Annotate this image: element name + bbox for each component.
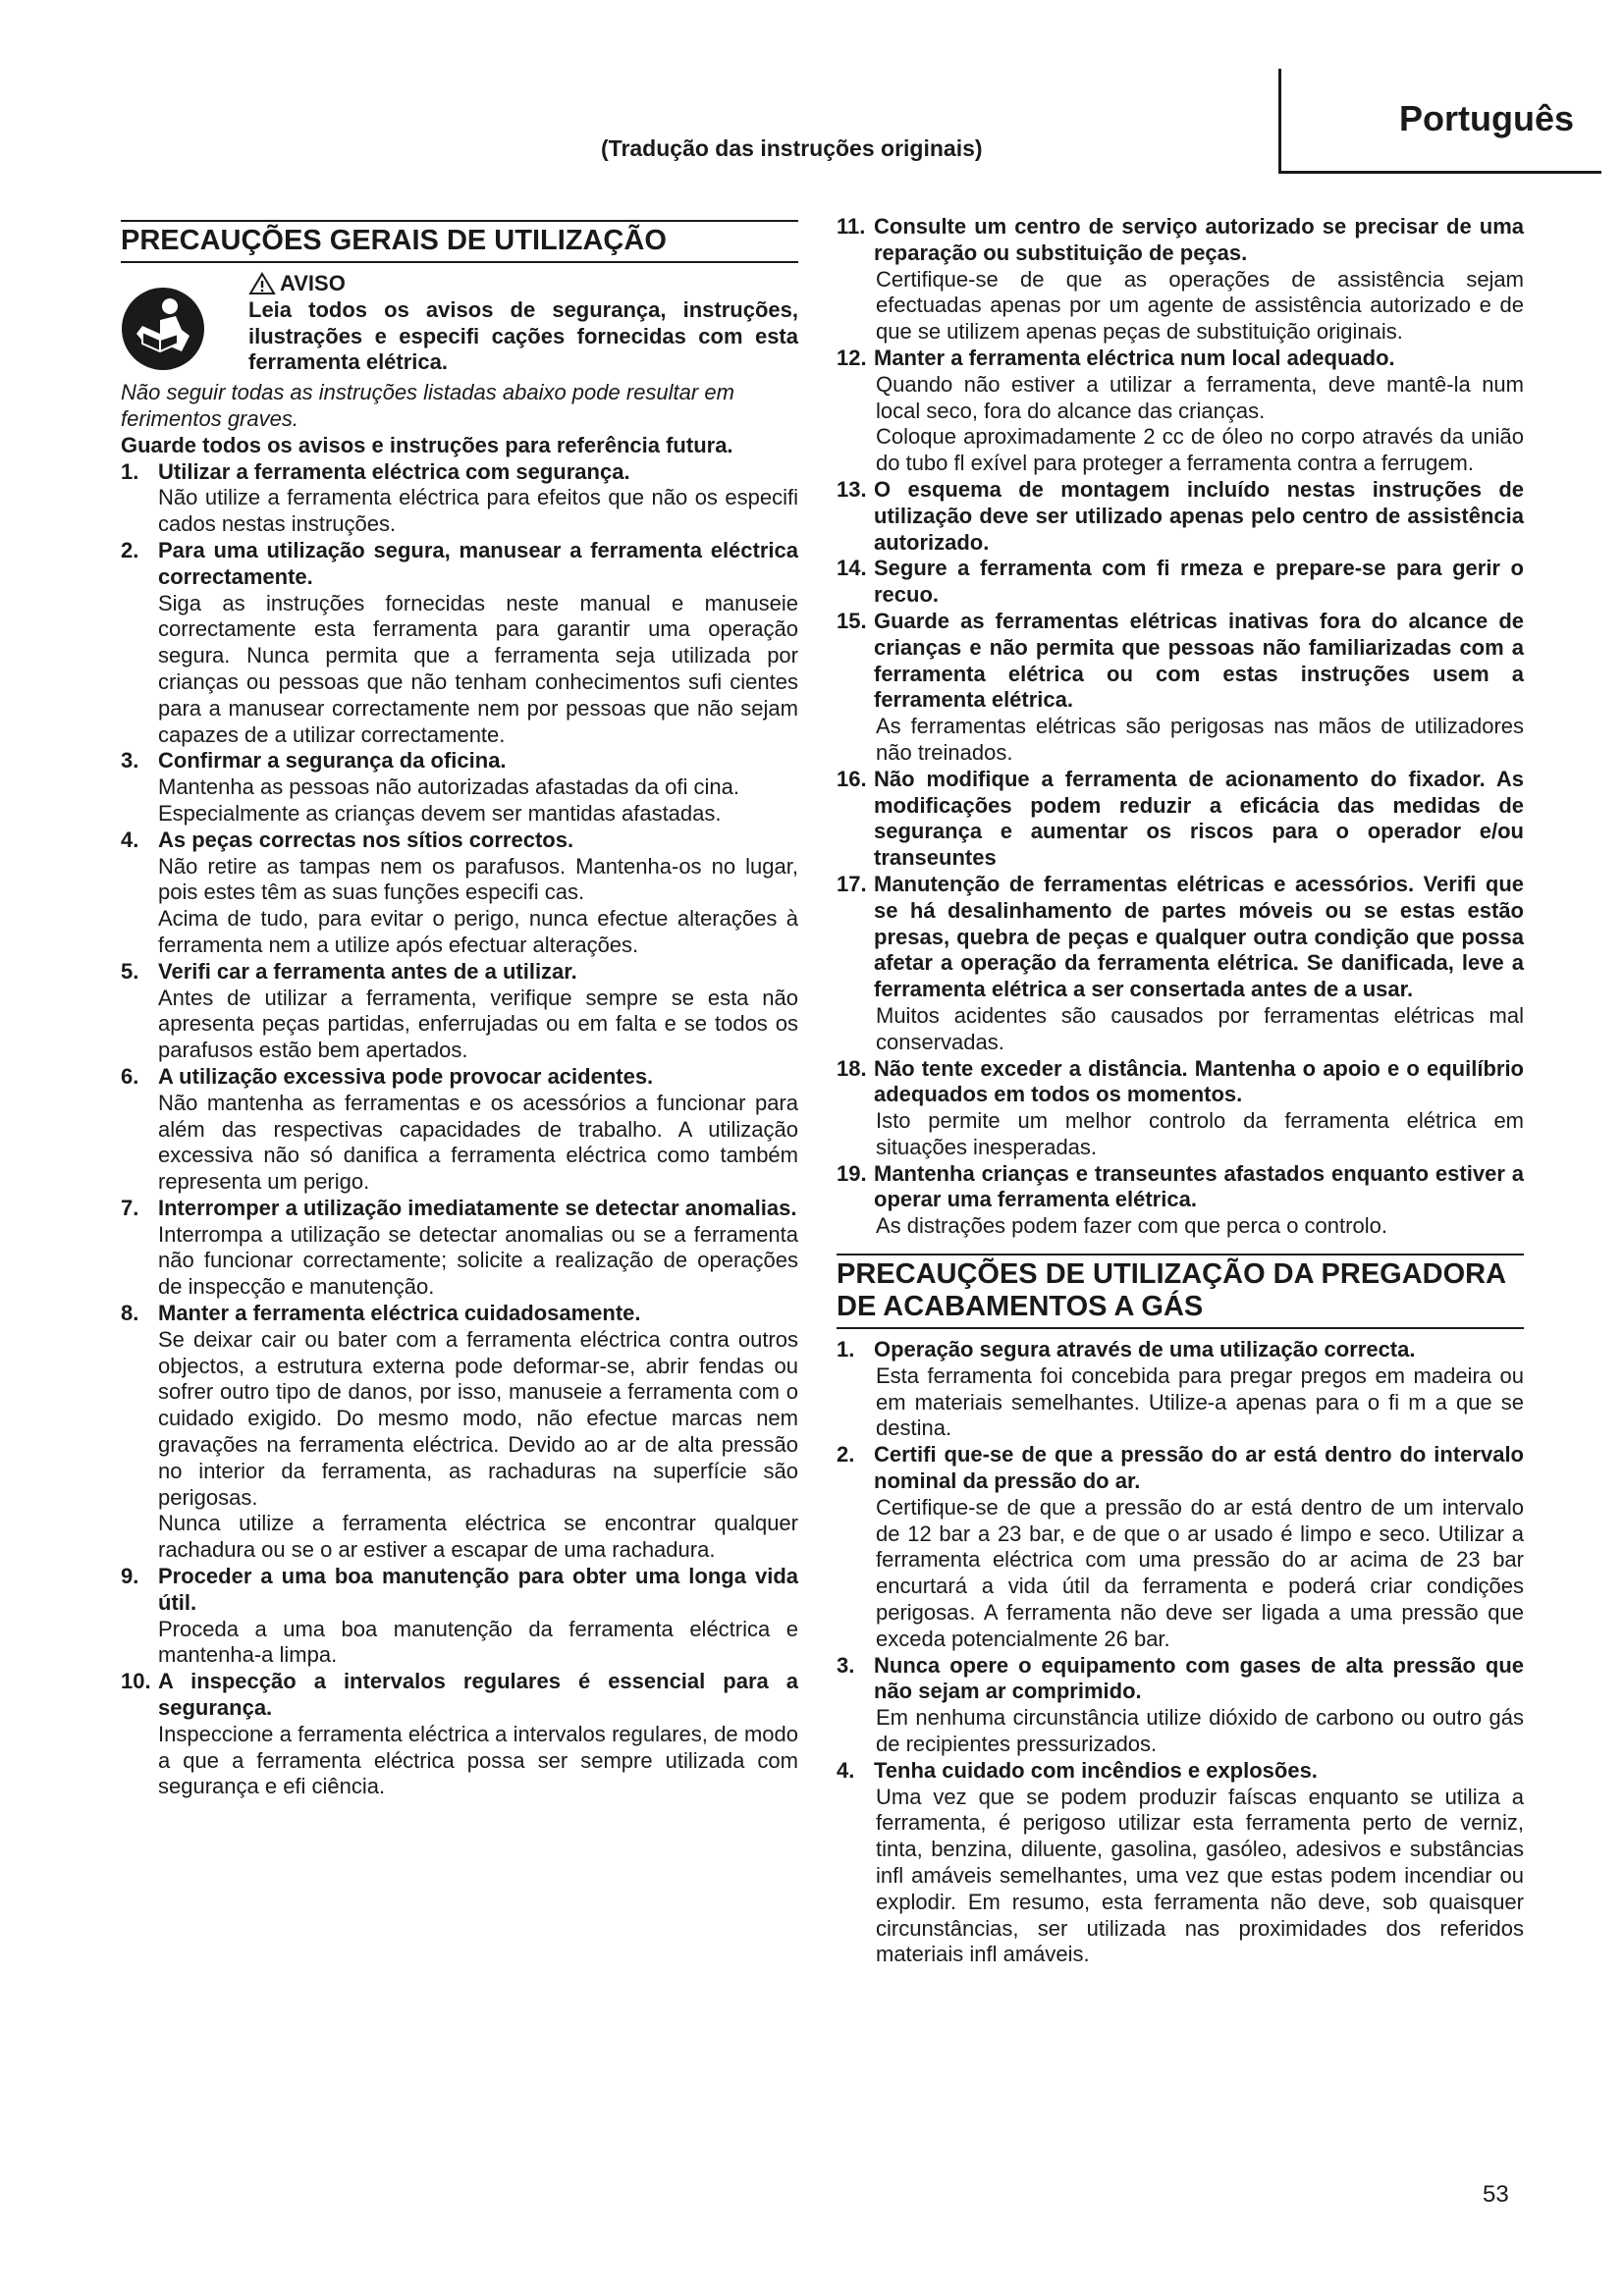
item-heading	[121, 1669, 798, 1722]
list-item	[837, 1758, 1524, 1968]
item-title: Guarde as ferramentas elétricas inativas fora do alcance de crianças e não permita que pessoas não familiarizadas com a ferramenta elétrica ou com estas instruções usem a ferramenta elétrica.	[874, 608, 1524, 713]
item-number: 19.	[837, 1160, 867, 1186]
item-heading	[121, 459, 798, 486]
item-title: Consulte um centro de serviço autorizado se precisar de uma reparação ou substituição de peças.	[874, 214, 1524, 265]
item-heading	[121, 1064, 798, 1091]
item-heading	[837, 1161, 1524, 1214]
page-number: 53	[1483, 2181, 1509, 2208]
item-number: 12.	[837, 345, 867, 370]
item-body: As distrações podem fazer com que perca o controlo.	[876, 1213, 1387, 1239]
warning-heading	[248, 271, 798, 297]
list-item	[837, 346, 1524, 477]
item-number: 9.	[121, 1564, 139, 1589]
item-title: Mantenha crianças e transeuntes afastados enquanto estiver a operar uma ferramenta elétrica.	[874, 1160, 1524, 1212]
item-heading	[837, 1337, 1524, 1363]
item-number: 15.	[837, 608, 867, 633]
item-body: Não retire as tampas nem os parafusos. Mantenha-os no lugar, pois estes têm as suas funções especifi cas.	[158, 853, 798, 905]
item-heading	[837, 477, 1524, 556]
list-item	[121, 538, 798, 748]
list-item	[837, 214, 1524, 346]
item-number: 18.	[837, 1055, 867, 1081]
item-title: Proceder a uma boa manutenção para obter uma longa vida útil.	[158, 1564, 798, 1615]
item-heading	[121, 1564, 798, 1617]
keep-instructions-note: Guarde todos os avisos e instruções para referência futura.	[121, 432, 733, 457]
item-title: A inspecção a intervalos regulares é essencial para a segurança.	[158, 1669, 798, 1721]
item-body: Se deixar cair ou bater com a ferramenta eléctrica contra outros objectos, a estrutura externa pode deformar-se, abrir fendas ou sofrer outro tipo de danos, por isso, manuseie a ferramenta com o cuidado exigido. Do mesmo modo, não efectue marcas nem gravações na ferramenta eléctrica. Devido ao ar de alta pressão no interior da ferramenta, as rachaduras na superfície são perigosas.	[158, 1326, 798, 1510]
item-title: Manter a ferramenta eléctrica num local adequado.	[874, 345, 1395, 370]
list-item	[121, 828, 798, 959]
list-item	[837, 556, 1524, 609]
item-title: Segure a ferramenta com fi rmeza e prepare-se para gerir o recuo.	[874, 556, 1524, 608]
item-body: As ferramentas elétricas são perigosas nas mãos de utilizadores não treinados.	[876, 714, 1524, 765]
item-number: 4.	[121, 827, 139, 852]
list-item	[121, 1669, 798, 1800]
item-title: As peças correctas nos sítios correctos.	[158, 827, 574, 852]
item-number: 6.	[121, 1063, 139, 1089]
item-heading	[837, 1758, 1524, 1785]
item-body: Muitos acidentes são causados por ferramentas elétricas mal conservadas.	[876, 1002, 1524, 1054]
warning-block	[121, 271, 798, 376]
item-number: 11.	[837, 214, 866, 239]
item-title: Não tente exceder a distância. Mantenha o apoio e o equilíbrio adequados em todos os momentos.	[874, 1055, 1524, 1107]
item-body: Isto permite um melhor controlo da ferramenta elétrica em situações inesperadas.	[876, 1108, 1524, 1159]
list-item	[121, 748, 798, 827]
item-title: Manter a ferramenta eléctrica cuidadosamente.	[158, 1301, 641, 1326]
item-body: Proceda a uma boa manutenção da ferramenta eléctrica e mantenha-a limpa.	[158, 1616, 798, 1668]
list-item	[837, 767, 1524, 872]
list-item	[121, 1196, 798, 1301]
item-body: Acima de tudo, para evitar o perigo, nunca efectue alterações à ferramenta nem a utilize após efectuar alterações.	[158, 906, 798, 957]
item-number: 1.	[121, 458, 139, 484]
item-heading	[837, 609, 1524, 714]
item-heading	[121, 1196, 798, 1222]
list-item	[837, 1056, 1524, 1161]
item-body: Nunca utilize a ferramenta eléctrica se encontrar qualquer rachadura ou se o ar estiver a escapar de uma rachadura.	[158, 1511, 798, 1563]
item-title: Operação segura através de uma utilização correcta.	[874, 1337, 1416, 1362]
left-column	[121, 214, 798, 1800]
item-number: 10.	[121, 1669, 151, 1694]
item-number: 7.	[121, 1195, 139, 1220]
item-heading	[121, 828, 798, 854]
item-body: Certifique-se de que as operações de assistência sejam efectuadas apenas por um agente de assistência autorizado e de que se utilizem apenas peças de substituição originais.	[876, 266, 1524, 345]
list-item	[121, 1301, 798, 1564]
right-column	[837, 214, 1524, 1968]
item-number: 2.	[121, 537, 139, 562]
item-heading	[121, 959, 798, 986]
item-number: 16.	[837, 766, 867, 791]
item-number: 3.	[837, 1652, 855, 1678]
left-item-list	[121, 459, 798, 1801]
section-title-general: PRECAUÇÕES GERAIS DE UTILIZAÇÃO	[121, 220, 798, 263]
list-item	[837, 477, 1524, 556]
right-item-list	[837, 214, 1524, 1240]
list-item	[837, 609, 1524, 767]
item-heading	[837, 872, 1524, 1003]
item-heading	[837, 214, 1524, 267]
item-number: 13.	[837, 476, 867, 502]
item-body: Coloque aproximadamente 2 cc de óleo no corpo através da união do tubo fl exível para proteger a ferramenta contra a ferrugem.	[876, 424, 1524, 476]
item-title: Certifi que-se de que a pressão do ar está dentro do intervalo nominal da pressão do ar.	[874, 1442, 1524, 1494]
nailer-item-list	[837, 1337, 1524, 1968]
item-number: 14.	[837, 556, 867, 581]
item-number: 17.	[837, 871, 867, 896]
item-heading	[837, 1442, 1524, 1495]
italic-note: Não seguir todas as instruções listadas abaixo pode resultar em ferimentos graves.	[121, 380, 734, 431]
item-body: Não mantenha as ferramentas e os acessórios a funcionar para além das respectivas capacidades de trabalho. A utilização excessiva não só danifica a ferramenta eléctrica como também representa um perigo.	[158, 1090, 798, 1195]
item-title: Não modifique a ferramenta de acionamento do fixador. As modificações podem reduzir a eficácia das medidas de segurança e aumentar os riscos para o operador e/ou transeuntes	[874, 766, 1524, 871]
item-title: Utilizar a ferramenta eléctrica com segurança.	[158, 458, 630, 484]
warning-label: AVISO	[280, 271, 346, 295]
item-number: 8.	[121, 1301, 139, 1326]
item-title: Tenha cuidado com incêndios e explosões.	[874, 1757, 1318, 1783]
list-item	[121, 959, 798, 1064]
item-number: 4.	[837, 1757, 855, 1783]
item-title: Interromper a utilização imediatamente se detectar anomalias.	[158, 1195, 797, 1220]
item-number: 3.	[121, 748, 139, 774]
item-body: Quando não estiver a utilizar a ferramenta, deve mantê-la num local seco, fora do alcance das crianças.	[876, 371, 1524, 423]
item-body: Especialmente as crianças devem ser mantidas afastadas.	[158, 800, 722, 826]
item-heading	[837, 1056, 1524, 1109]
item-body: Uma vez que se podem produzir faíscas enquanto se utiliza a ferramenta, é perigoso utilizar esta ferramenta perto de verniz, tinta, benzina, diluente, gasolina, gasóleo, adesivos e substâncias infl amáveis semelhantes, uma vez que estas podem incendiar ou explodir. Em resumo, esta ferramenta não deve, sob quaisquer circunstâncias, ser utilizada nas proximidades dos referidos materiais infl amáveis.	[876, 1784, 1524, 1967]
warning-triangle-icon	[248, 272, 276, 295]
item-heading	[837, 1653, 1524, 1706]
list-item	[837, 872, 1524, 1056]
item-body: Certifique-se de que a pressão do ar está dentro de um intervalo de 12 bar a 23 bar, e de que o ar usado é limpo e seco. Utilizar a ferramenta eléctrica com uma pressão do ar acima de 23 bar encurtará a vida útil da ferramenta e poderá criar condições perigosas. A ferramenta não deve ser ligada a uma pressão que exceda potencialmente 26 bar.	[876, 1494, 1524, 1651]
language-tab	[1278, 69, 1601, 174]
item-title: Confirmar a segurança da oficina.	[158, 748, 507, 774]
item-body: Em nenhuma circunstância utilize dióxido de carbono ou outro gás de recipientes pressurizados.	[876, 1705, 1524, 1757]
item-heading	[837, 556, 1524, 609]
item-number: 1.	[837, 1337, 855, 1362]
item-title: Verifi car a ferramenta antes de a utilizar.	[158, 958, 577, 984]
warning-text: Leia todos os avisos de segurança, instruções, ilustrações e especifi cações fornecidas com esta ferramenta elétrica.	[248, 296, 798, 375]
list-item	[837, 1442, 1524, 1652]
item-title: A utilização excessiva pode provocar acidentes.	[158, 1063, 654, 1089]
item-body: Inspeccione a ferramenta eléctrica a intervalos regulares, de modo a que a ferramenta eléctrica possa ser sempre utilizada com segurança e efi ciência.	[158, 1721, 798, 1799]
item-title: Manutenção de ferramentas elétricas e acessórios. Verifi que se há desalinhamento de partes móveis ou se estas estão presas, quebra de peças e qualquer outra condição que possa afetar a operação da ferramenta elétrica. Se danificada, leve a ferramenta elétrica a ser consertada antes de a usar.	[874, 871, 1524, 1002]
list-item	[837, 1161, 1524, 1240]
item-body: Não utilize a ferramenta eléctrica para efeitos que não os especifi cados nestas instruções.	[158, 485, 798, 537]
list-item	[837, 1337, 1524, 1442]
list-item	[837, 1653, 1524, 1758]
item-title: Nunca opere o equipamento com gases de alta pressão que não sejam ar comprimido.	[874, 1652, 1524, 1704]
section-title-nailer: PRECAUÇÕES DE UTILIZAÇÃO DA PREGADORA DE ACABAMENTOS A GÁS	[837, 1254, 1524, 1329]
item-body: Siga as instruções fornecidas neste manual e manuseie correctamente esta ferramenta para garantir uma operação segura. Nunca permita que a ferramenta seja utilizada por crianças ou pessoas que não tenham conhecimentos sufi cientes para a manusear correctamente nem por pessoas que não sejam capazes de a utilizar correctamente.	[158, 590, 798, 747]
item-heading	[121, 748, 798, 774]
language-label: Português	[1398, 98, 1574, 138]
item-title: O esquema de montagem incluído nestas instruções de utilização deve ser utilizado apenas pelo centro de assistência autorizado.	[874, 476, 1524, 555]
item-heading	[837, 346, 1524, 372]
item-number: 5.	[121, 958, 139, 984]
item-body: Mantenha as pessoas não autorizadas afastadas da ofi cina.	[158, 774, 739, 800]
item-body: Interrompa a utilização se detectar anomalias ou se a ferramenta não funcionar correctamente; solicite a realização de operações de inspecção e manutenção.	[158, 1221, 798, 1300]
item-body: Esta ferramenta foi concebida para pregar pregos em madeira ou em materiais semelhantes. Utilize-a apenas para o fi m a que se destina.	[876, 1362, 1524, 1441]
list-item	[121, 1064, 798, 1196]
item-heading	[121, 538, 798, 591]
item-title: Para uma utilização segura, manusear a ferramenta eléctrica correctamente.	[158, 537, 798, 589]
list-item	[121, 459, 798, 538]
item-heading	[837, 767, 1524, 872]
item-body: Antes de utilizar a ferramenta, verifique sempre se esta não apresenta peças partidas, enferrujadas ou em falta e se todos os parafusos estão bem apertados.	[158, 985, 798, 1063]
document-subtitle: (Tradução das instruções originais)	[601, 135, 983, 161]
read-manual-icon	[121, 287, 205, 371]
item-heading	[121, 1301, 798, 1327]
list-item	[121, 1564, 798, 1669]
item-number: 2.	[837, 1442, 855, 1468]
